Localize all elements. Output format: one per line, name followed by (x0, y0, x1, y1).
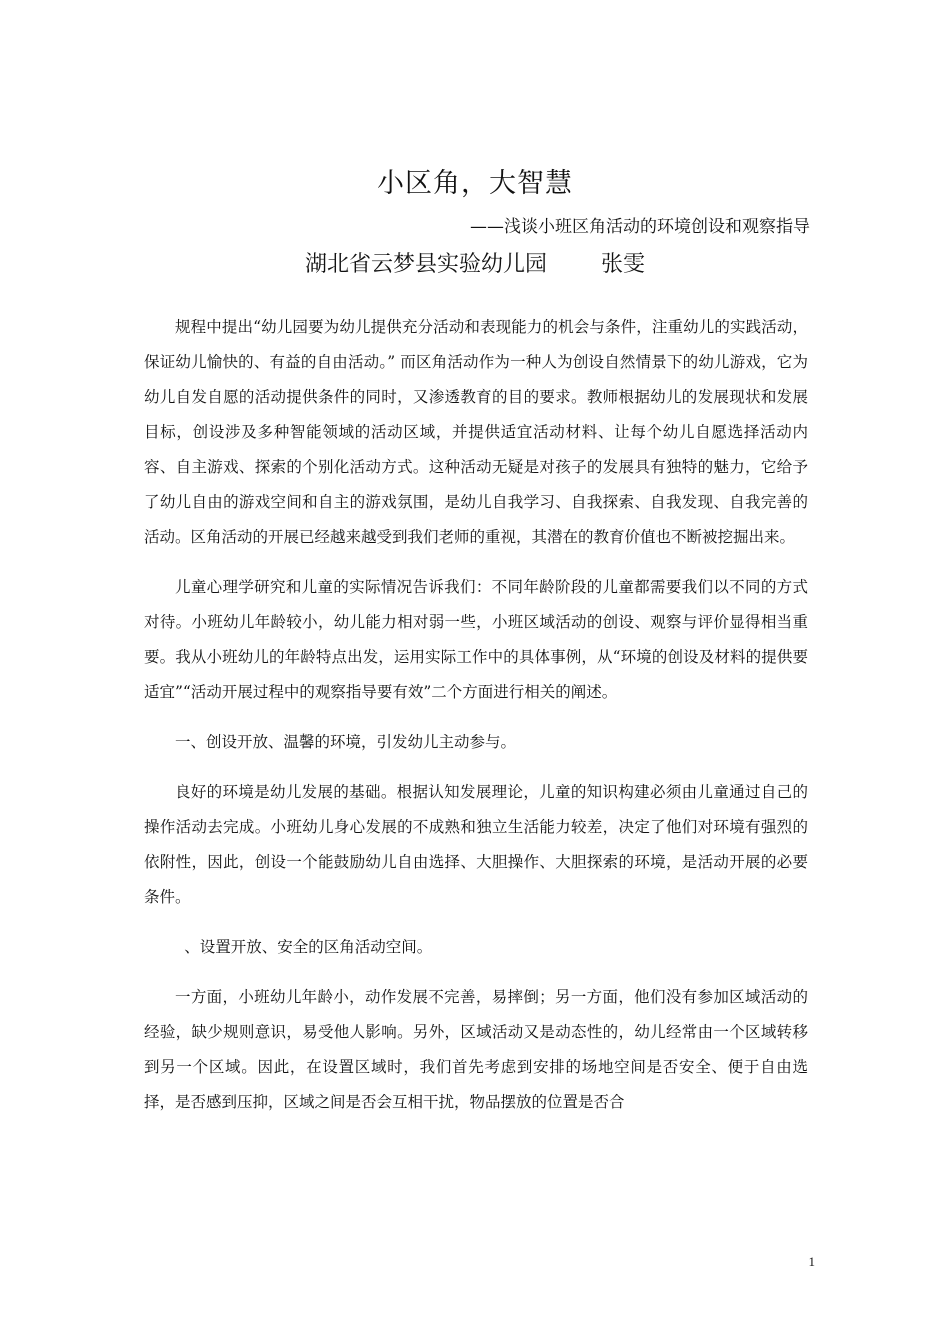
body-paragraph: 一方面，小班幼儿年龄小，动作发展不完善，易摔倒；另一方面，他们没有参加区域活动的经验，缺少规则意识，易受他人影响。另外，区域活动又是动态性的，幼儿经常由一个区域转移到另一个区域。因此，在设置区域时，我们首先考虑到安排的场地空间是否安全、便于自由选择，是否感到压抑，区域之间是否会互相干扰，物品摆放的位置是否合 (144, 988, 808, 1111)
document-title: 小区角，大智慧 (377, 168, 573, 199)
body-paragraph: 儿童心理学研究和儿童的实际情况告诉我们：不同年龄阶段的儿童都需要我们以不同的方式对待。小班幼儿年龄较小，幼儿能力相对弱一些，小班区域活动的创设、观察与评价显得相当重要。我从小班幼儿的年龄特点出发，运用实际工作中的具体事例，从“环境的创设及材料的提供要适宜”“活动开展过程中的观察指导要有效”二个方面进行相关的阐述。 (144, 578, 808, 701)
author-name: 张雯 (601, 252, 646, 277)
body-paragraph: 规程中提出“幼儿园要为幼儿提供充分活动和表现能力的机会与条件，注重幼儿的实践活动，保证幼儿愉快的、有益的自由活动。” 而区角活动作为一种人为创设自然情景下的幼儿游戏，它为幼儿自发自愿的活动提供条件的同时，又渗透教育的目的要求。教师根据幼儿的发展现状和发展目标，创设涉及多种智能领域的活动区域，并提供适宜活动材料、让每个幼儿自愿选择活动内容、自主游戏、探索的个别化活动方式。这种活动无疑是对孩子的发展具有独特的魅力，它给予了幼儿自由的游戏空间和自主的游戏氛围，是幼儿自我学习、自我探索、自我发现、自我完善的活动。区角活动的开展已经越来越受到我们老师的重视，其潜在的教育价值也不断被挖掘出来。 (144, 318, 808, 546)
page-number: 1 (808, 1254, 815, 1269)
document-body (144, 310, 808, 1135)
document-subtitle: ——浅谈小班区角活动的环境创设和观察指导 (470, 217, 810, 237)
author-byline (0, 248, 950, 282)
body-paragraph: 良好的环境是幼儿发展的基础。根据认知发展理论，儿童的知识构建必须由儿童通过自己的操作活动去完成。小班幼儿身心发展的不成熟和独立生活能力较差，决定了他们对环境有强烈的依附性，因此，创设一个能鼓励幼儿自由选择、大胆操作、大胆探索的环境，是活动开展的必要条件。 (144, 783, 808, 906)
section-heading: 一、创设开放、温馨的环境，引发幼儿主动参与。 (175, 733, 517, 751)
subsection-heading: 、设置开放、安全的区角活动空间。 (184, 938, 433, 956)
author-organization: 湖北省云梦县实验幼儿园 (304, 252, 547, 277)
